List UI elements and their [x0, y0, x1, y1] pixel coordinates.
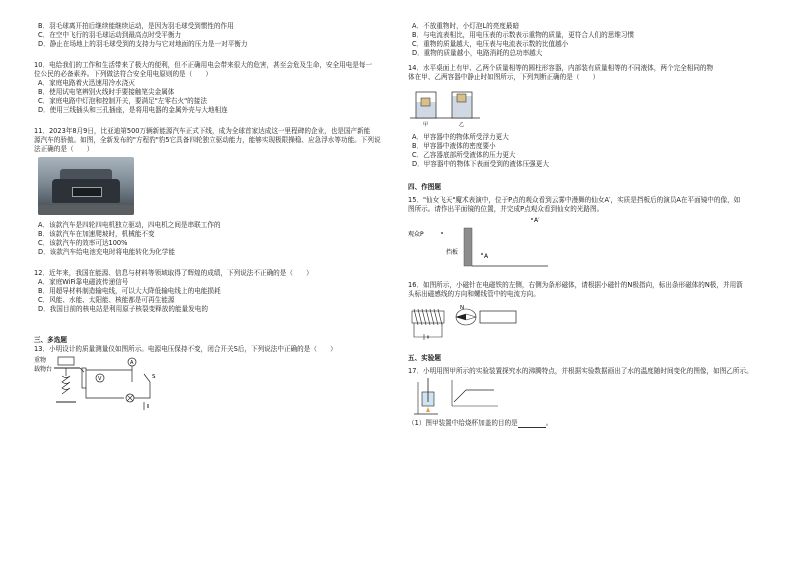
svg-text:A: A — [130, 360, 134, 366]
svg-text:V: V — [98, 376, 102, 382]
fig-label-n: N — [460, 305, 465, 311]
figure-15-mirror — [408, 214, 548, 274]
fig-label-viewer: 观众P — [408, 231, 424, 238]
section-heading: 五、实验题 — [408, 354, 441, 362]
question-stem: 源汽车的骄傲。如图，全新发布的"方程豹"豹5它具备四轮独立驱动能力，能够实现极限操稳、应急浮水等功能。下列说 — [34, 136, 381, 144]
question-14 — [408, 64, 770, 169]
fig-label-jia: 甲 — [423, 122, 429, 128]
question-stem: 法正确的是（ ） — [34, 145, 94, 153]
section-heading: 四、作图题 — [408, 183, 441, 191]
question-stem: 12．近年来，我国在能源、信息与材料等领域取得了辉煌的成绩，下列说法不正确的是（ ） — [34, 269, 313, 277]
option: A．不放重物时，小灯泡L的亮度最暗 — [412, 22, 520, 30]
fig-label-yi: 乙 — [459, 122, 465, 128]
option: D．该款汽车给电池充电时将电能转化为化学能 — [38, 248, 175, 256]
option: B．该款汽车在加速爬坡时，机械能不变 — [38, 230, 155, 238]
fig-label-aprime: A′ — [534, 217, 540, 224]
figure-16-electromagnet — [408, 299, 528, 343]
question-stem: 11．2023年8月9日，比亚迪第500万辆新能源汽车正式下线，成为全球首家达成这一里程碑的企业，也是国产新能 — [34, 127, 371, 135]
question-stem: 14．水平桌面上有甲、乙两个质量相等的圆柱形容器，内部装有质量相等的不同液体，两个完全相同的物 — [408, 64, 714, 72]
option: C．重物的质量越大，电压表与电流表示数的比值越小 — [412, 40, 569, 48]
question-13 — [34, 345, 394, 419]
option: C．风能、水能、太阳能、核能都是可再生能源 — [38, 296, 175, 304]
option: B．羽毛球离开拍后继续能继续运动，是因为羽毛球受到惯性的作用 — [38, 22, 234, 30]
question-16 — [408, 281, 770, 346]
figure-17-boiling — [408, 376, 508, 416]
option: B．使用试电笔辨别火线时手要接触笔尖金属体 — [38, 88, 175, 96]
option: B．甲容器中液体的密度要小 — [412, 142, 496, 150]
question-stem: 头标出磁感线的方向和螺线管中的电流方向。 — [408, 290, 540, 298]
option: B．与电流表相比，用电压表的示数表示重物的质量，更符合人们的思维习惯 — [412, 31, 635, 39]
option: D．重物的质量越小，电路消耗的总功率越大 — [412, 49, 543, 57]
question-stem: 16．如图所示，小磁针在电磁铁的左侧，右侧为条形磁体，请根据小磁针的N极指向，标出条形磁体的N极，并用箭 — [408, 281, 743, 289]
question-stem: 15．"仙女飞天"魔术表演中，位于P点的观众看到云雾中漫舞的仙女A′，实质是挡板后的演员A在平面镜中的像，如 — [408, 196, 741, 204]
fig-label-board: 挡板 — [446, 249, 459, 256]
figure-14-containers — [408, 82, 488, 130]
fig-label-s: S — [152, 374, 156, 380]
q9-options — [34, 22, 394, 49]
q13-options — [408, 22, 770, 58]
question-subpart: （1）图甲装置中给烧杯加盖的目的是 。 — [408, 419, 553, 427]
question-12 — [34, 269, 394, 314]
question-11 — [34, 127, 394, 257]
option: B．用超导材料制造输电线，可以大大降低输电线上的电能损耗 — [38, 287, 221, 295]
question-stem: 位公民的必备素养。下列做法符合安全用电原则的是（ ） — [34, 70, 213, 78]
option: C．家庭电路中灯泡和控制开关，要满足"左零右火"的接法 — [38, 97, 207, 105]
car-photo — [38, 157, 134, 215]
right-column — [408, 22, 770, 428]
question-stem: 13．小明设计的质量测量仪如图所示。电源电压保持不变，闭合开关S后，下列说法中正确的是（ ） — [34, 345, 337, 353]
question-stem: 体在甲、乙两容器中静止时如图所示，下列判断正确的是（ ） — [408, 73, 600, 81]
section-heading: 三、多选题 — [34, 336, 67, 344]
option: D．我国目前的核电站是利用原子核裂变释放的能量发电的 — [38, 305, 208, 313]
subpart-text: （1）图甲装置中给烧杯加盖的目的是 — [408, 419, 518, 427]
fig-label-a: A — [484, 253, 489, 260]
fig-label-weight: 重物 — [34, 357, 47, 364]
option: A．该款汽车是四轮四电机独立驱动，四电机之间是串联工作的 — [38, 221, 221, 229]
option: A．家庭电路着火迅速用冷水浇灭 — [38, 79, 135, 87]
left-column — [34, 22, 394, 419]
option: A．家庭WiFi靠电磁波传递信号 — [38, 278, 129, 286]
question-stem: 图所示。请作出平面镜的位置，并完成P点观众看到仙女的光路图。 — [408, 205, 604, 213]
answer-blank[interactable] — [518, 421, 546, 428]
fig-label-tray: 载物台 — [34, 366, 53, 373]
question-15 — [408, 196, 770, 277]
question-17 — [408, 367, 770, 428]
figure-13-circuit — [34, 354, 164, 416]
option: C．该款汽车的效率可达100% — [38, 239, 128, 247]
question-stem: 10．电给我们的工作和生活带来了极大的便利，但不正确用电会带来很大的危害，甚至会危及生命，安全用电是每一 — [34, 61, 373, 69]
option: D．静止在场地上的羽毛球受到的支持力与它对地面的压力是一对平衡力 — [38, 40, 248, 48]
option: D．使用三线插头和三孔插座，是将用电器的金属外壳与大地相连 — [38, 106, 228, 114]
option: C．乙容器底部所受液体的压力更大 — [412, 151, 516, 159]
option: C．在空中飞行的羽毛球运动到最高点时受平衡力 — [38, 31, 182, 39]
question-stem: 17．小明用图甲所示的实验装置探究水的沸腾特点，并根据实验数据画出了水的温度随时间变化的图像，如图乙所示。 — [408, 367, 753, 375]
option: A．甲容器中的物体所受浮力更大 — [412, 133, 509, 141]
option: D．甲容器中的物体下表面受到的液体压强更大 — [412, 160, 549, 168]
question-10 — [34, 61, 394, 115]
